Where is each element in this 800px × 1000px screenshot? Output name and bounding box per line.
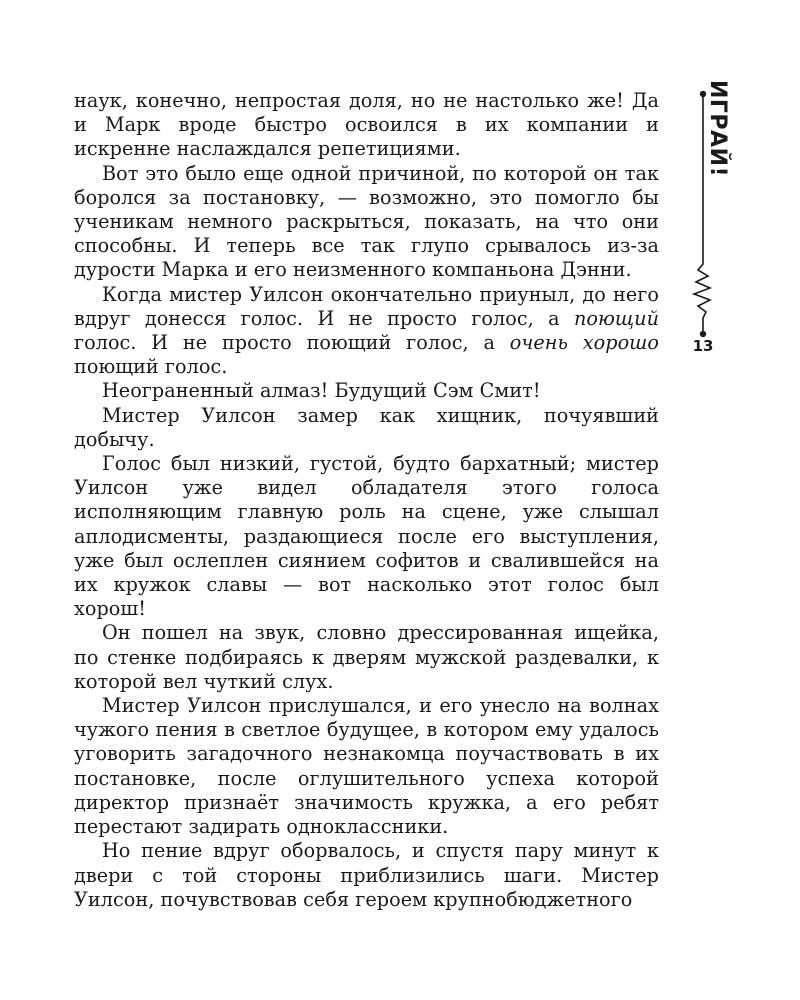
running-title-text: ИГРАЙ! xyxy=(705,79,731,177)
body-text xyxy=(74,89,659,912)
paragraph xyxy=(74,621,659,694)
text-run: голос. И не просто поющий голос, а xyxy=(74,331,510,355)
text-run: Но пение вдруг оборвалось, и спустя пару минут к двери с той стороны приблизились шаги. Мистер Уилсон, почувствовав себя героем крупнобюджетного xyxy=(74,839,659,911)
italic-emphasis: очень хорошо xyxy=(509,331,660,355)
paragraph xyxy=(74,283,659,380)
text-run: Вот это было еще одной причиной, по которой он так боролся за постановку, — возможно, это помогло бы ученикам немного раскрыться, показать, на что они способны. И теперь все так глупо срывалось из-за дурости Марка и его неизменного компаньона Дэнни. xyxy=(74,161,659,282)
paragraph xyxy=(74,452,659,621)
italic-emphasis: поющий xyxy=(573,306,659,330)
running-title xyxy=(700,79,736,177)
paragraph xyxy=(74,89,659,162)
text-run: Он пошел на звук, словно дрессированная ищейка, по стенке подбираясь к дверям мужской раздевалки, к которой вел чуткий слух. xyxy=(74,621,659,693)
text-run: наук, конечно, непростая доля, но не настолько же! Да и Марк вроде быстро освоился в их компании и искренне наслаждался репетициями. xyxy=(74,89,659,161)
text-run: Мистер Уилсон замер как хищник, почуявший добычу. xyxy=(74,403,659,451)
text-run: Когда мистер Уилсон окончательно приуныл, до него вдруг донесся голос. И не просто голос, а xyxy=(74,282,659,330)
paragraph xyxy=(74,162,659,283)
text-run: Голос был низкий, густой, будто бархатный; мистер Уилсон уже видел обладателя этого голоса исполняющим главную роль на сцене, уже слышал аплодисменты, раздающиеся после его выступления, уже был ослеплен сиянием софитов и свалившейся на их кружок славы — вот насколько этот голос был хорош! xyxy=(74,452,659,621)
text-run: Мистер Уилсон прислушался, и его унесло на волнах чужого пения в светлое будущее, в котором ему удалось уговорить загадочного незнакомца поучаствовать в их постановке, после оглушительного успеха которой директор признаёт значимость кружка, а его ребят перестают задирать одноклассники. xyxy=(74,694,659,839)
paragraph xyxy=(74,379,659,403)
paragraph xyxy=(74,404,659,452)
heartbeat-line-icon xyxy=(694,258,710,332)
text-run: Неограненный алмаз! Будущий Сэм Смит! xyxy=(102,379,541,403)
page-number: 13 xyxy=(692,337,714,355)
paragraph xyxy=(74,694,659,839)
paragraph xyxy=(74,839,659,912)
text-run: поющий голос. xyxy=(74,355,228,379)
